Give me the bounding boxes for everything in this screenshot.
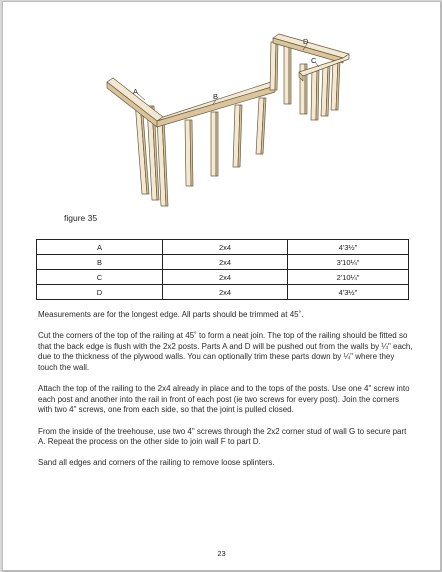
part-cell: C <box>37 270 163 285</box>
railing-illustration <box>3 2 440 212</box>
table-row <box>37 270 409 285</box>
instructions-text <box>38 310 413 480</box>
paragraph: Sand all edges and corners of the railing to remove loose splinters. <box>38 458 275 468</box>
material-cell: 2x4 <box>163 255 288 270</box>
material-cell: 2x4 <box>163 240 288 255</box>
document-page <box>2 1 441 571</box>
part-cell: A <box>37 240 163 255</box>
length-cell: 4'3½" <box>288 285 409 300</box>
paragraph: Measurements are for the longest edge. All parts should be trimmed at 45˚. <box>38 310 304 319</box>
figure-caption: figure 35 <box>64 213 98 223</box>
length-cell: 4'3½" <box>288 240 409 255</box>
label-a: A <box>133 87 139 96</box>
length-cell: 2'10¼" <box>288 270 409 285</box>
label-b: B <box>213 92 219 101</box>
table-row <box>37 240 409 255</box>
material-cell: 2x4 <box>163 285 288 300</box>
part-cell: B <box>37 255 163 270</box>
paragraph: Cut the corners of the top of the railing at 45˚ to form a neat join. The top of the railing should be fitted so that the back edge is flush with the 2x2 posts. Parts A and D will be pushed out from the walls by ¼" each, due to the thickness of the plywood walls. You can optionally trim these parts down by ¼" where they touch the wall. <box>38 331 413 372</box>
paragraph: Attach the top of the railing to the 2x4 already in place and to the tops of the posts. Use one 4" screw into each post and another into the rail in front of each post (ie two screws for every post). Join the corners with two 4" screws, one from each side, so that the joint is pulled closed. <box>38 384 410 415</box>
material-cell: 2x4 <box>163 270 288 285</box>
table-row <box>37 255 409 270</box>
parts-table <box>36 239 409 300</box>
page-number: 23 <box>217 549 226 558</box>
part-cell: D <box>37 285 163 300</box>
paragraph: From the inside of the treehouse, use two 4" screws through the 2x2 corner stud of wall G to secure part A. Repeat the process on the other side to join wall F to part D. <box>38 426 407 447</box>
rail-a <box>107 78 163 127</box>
label-d: D <box>303 37 309 46</box>
length-cell: 3'10¼" <box>288 255 409 270</box>
table-row <box>37 285 409 300</box>
label-c: C <box>311 56 317 65</box>
